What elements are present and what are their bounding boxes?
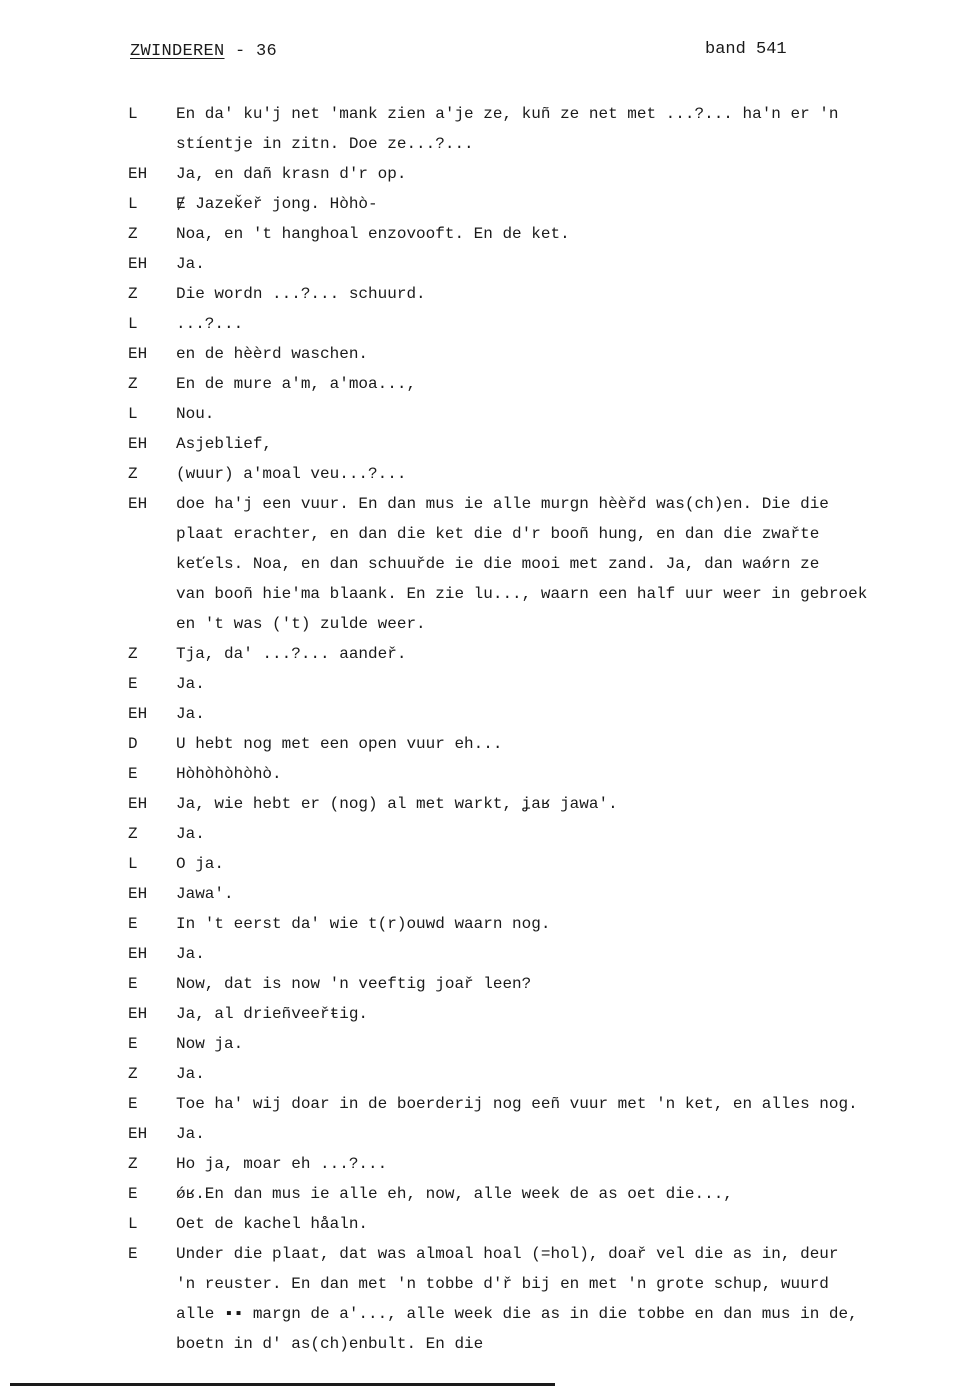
speaker-label: E	[128, 765, 138, 783]
speaker-label: E	[128, 1185, 138, 1203]
transcript-turn	[128, 1119, 963, 1149]
transcript-turn	[128, 999, 963, 1029]
utterance-line: Toe ha' wij doar in de boerderij nog eeñ vuur met 'n ket, en alles nog.	[176, 1095, 858, 1113]
speaker-label: E	[128, 1245, 138, 1263]
transcript-turn	[128, 729, 963, 759]
utterance-line: Under die plaat, dat was almoal hoal (=hol), doař vel die as in, deur	[176, 1245, 839, 1263]
utterance-line: En da' ku'j net 'mank zien a'je ze, kuñ ze net met ...?... ha'n er 'n	[176, 105, 839, 123]
utterance-line: en de hèèrd waschen.	[176, 345, 369, 363]
utterance-line: Oet de kachel håaln.	[176, 1215, 369, 1233]
utterance-line: Ho ja, moar eh ...?...	[176, 1155, 388, 1173]
utterance	[176, 339, 963, 369]
utterance	[176, 369, 963, 399]
utterance-line: keťels. Noa, en dan schuuřde ie die mooi met zand. Ja, dan waǿrn ze	[176, 555, 820, 573]
utterance-line: Tja, da' ...?... aandeř.	[176, 645, 407, 663]
speaker-label: Z	[128, 285, 138, 303]
utterance	[176, 249, 963, 279]
utterance	[176, 489, 963, 639]
utterance	[176, 429, 963, 459]
utterance-line: stíentje in zitn. Doe ze...?...	[176, 135, 474, 153]
transcript-turn	[128, 399, 963, 429]
speaker-label: E	[128, 915, 138, 933]
utterance-line: Now, dat is now 'n veeftig joař leen?	[176, 975, 532, 993]
utterance-line: En de mure a'm, a'moa...,	[176, 375, 417, 393]
transcript-turn	[128, 339, 963, 369]
transcript-turn	[128, 189, 963, 219]
utterance-line: Noa, en 't hanghoal enzovooft. En de ket.	[176, 225, 570, 243]
utterance	[176, 309, 963, 339]
speaker-label: Z	[128, 645, 138, 663]
utterance	[176, 1089, 963, 1119]
utterance-line: Ja, wie hebt er (nog) al met warkt, ʝaʁ jawa'.	[176, 795, 618, 813]
utterance	[176, 1119, 963, 1149]
utterance-line: doe ha'j een vuur. En dan mus ie alle murgn hèèřd was(ch)en. Die die	[176, 495, 829, 513]
transcript-turn	[128, 1089, 963, 1119]
transcript-turn	[128, 1029, 963, 1059]
utterance-line: Nou.	[176, 405, 215, 423]
transcript-turn	[128, 1239, 963, 1359]
transcript-turn	[128, 459, 963, 489]
utterance	[176, 189, 963, 219]
utterance	[176, 819, 963, 849]
transcript-turn	[128, 759, 963, 789]
transcript-turn	[128, 909, 963, 939]
utterance	[176, 879, 963, 909]
speaker-label: EH	[128, 705, 148, 723]
utterance	[176, 729, 963, 759]
speaker-label: EH	[128, 795, 148, 813]
utterance-line: Ja.	[176, 945, 205, 963]
speaker-label: L	[128, 105, 138, 123]
transcript-turn	[128, 669, 963, 699]
speaker-label: Z	[128, 1155, 138, 1173]
transcript-turn	[128, 429, 963, 459]
utterance	[176, 1149, 963, 1179]
transcript-turn	[128, 99, 963, 159]
utterance	[176, 759, 963, 789]
utterance	[176, 909, 963, 939]
transcript-turn	[128, 159, 963, 189]
utterance	[176, 699, 963, 729]
utterance-line: U hebt nog met een open vuur eh...	[176, 735, 503, 753]
utterance	[176, 1029, 963, 1059]
transcript	[128, 99, 963, 1359]
utterance-line: Ɇ Jazeǩeř jong. Hòhò-	[176, 195, 378, 213]
transcript-turn	[128, 219, 963, 249]
utterance	[176, 279, 963, 309]
speaker-label: E	[128, 1035, 138, 1053]
utterance	[176, 1209, 963, 1239]
speaker-label: L	[128, 315, 138, 333]
utterance	[176, 669, 963, 699]
utterance-line: en 't was ('t) zulde weer.	[176, 615, 426, 633]
utterance	[176, 159, 963, 189]
utterance	[176, 99, 963, 159]
transcript-turn	[128, 639, 963, 669]
utterance-line: Now ja.	[176, 1035, 244, 1053]
transcript-turn	[128, 699, 963, 729]
transcript-turn	[128, 309, 963, 339]
speaker-label: L	[128, 405, 138, 423]
speaker-label: EH	[128, 165, 148, 183]
utterance	[176, 219, 963, 249]
transcript-turn	[128, 249, 963, 279]
transcript-turn	[128, 1209, 963, 1239]
band-label: band 541	[705, 40, 787, 59]
utterance	[176, 459, 963, 489]
transcript-turn	[128, 879, 963, 909]
utterance-line: Jawa'.	[176, 885, 234, 903]
utterance-line: In 't eerst da' wie t(r)ouwd waarn nog.	[176, 915, 551, 933]
utterance-line: Ja.	[176, 1065, 205, 1083]
speaker-label: EH	[128, 345, 148, 363]
utterance-line: Asjeblief,	[176, 435, 273, 453]
utterance-line: (wuur) a'moal veu...?...	[176, 465, 407, 483]
utterance-line: Ja.	[176, 705, 205, 723]
transcript-turn	[128, 819, 963, 849]
utterance	[176, 639, 963, 669]
utterance	[176, 999, 963, 1029]
utterance-line: ǿʁ.En dan mus ie alle eh, now, alle week de as oet die...,	[176, 1185, 733, 1203]
utterance	[176, 399, 963, 429]
page-header-title	[130, 42, 277, 61]
utterance-line: Hòhòhòhòhò.	[176, 765, 282, 783]
transcript-turn	[128, 969, 963, 999]
utterance	[176, 969, 963, 999]
speaker-label: EH	[128, 435, 148, 453]
utterance	[176, 789, 963, 819]
speaker-label: E	[128, 1095, 138, 1113]
speaker-label: EH	[128, 1125, 148, 1143]
page-number: - 36	[224, 42, 278, 61]
speaker-label: EH	[128, 885, 148, 903]
utterance-line: 'n reuster. En dan met 'n tobbe d'ř bij en met 'n grote schup, wuurd	[176, 1275, 829, 1293]
utterance-line: Ja.	[176, 675, 205, 693]
utterance-line: boetn in d' as(ch)enbult. En die	[176, 1335, 484, 1353]
utterance-line: Ja, al drieñveeřŧig.	[176, 1005, 369, 1023]
speaker-label: L	[128, 195, 138, 213]
utterance-line: alle ▪▪ margn de a'..., alle week die as in die tobbe en dan mus in de,	[176, 1305, 858, 1323]
utterance-line: Ja, en dañ krasn d'r op.	[176, 165, 407, 183]
speaker-label: E	[128, 675, 138, 693]
speaker-label: Z	[128, 465, 138, 483]
transcript-turn	[128, 279, 963, 309]
transcript-turn	[128, 369, 963, 399]
speaker-label: L	[128, 855, 138, 873]
utterance-line: Die wordn ...?... schuurd.	[176, 285, 426, 303]
utterance-line: Ja.	[176, 1125, 205, 1143]
speaker-label: EH	[128, 945, 148, 963]
transcript-turn	[128, 1179, 963, 1209]
utterance	[176, 1179, 963, 1209]
utterance	[176, 1059, 963, 1089]
speaker-label: Z	[128, 825, 138, 843]
utterance	[176, 939, 963, 969]
transcript-turn	[128, 1149, 963, 1179]
utterance-line: ...?...	[176, 315, 244, 333]
utterance	[176, 849, 963, 879]
bottom-divider	[10, 1383, 555, 1386]
utterance-line: O ja.	[176, 855, 225, 873]
utterance-line: Ja.	[176, 255, 205, 273]
speaker-label: EH	[128, 1005, 148, 1023]
transcript-turn	[128, 489, 963, 639]
transcript-turn	[128, 789, 963, 819]
speaker-label: L	[128, 1215, 138, 1233]
transcript-turn	[128, 1059, 963, 1089]
speaker-label: Z	[128, 225, 138, 243]
speaker-label: D	[128, 735, 138, 753]
utterance-line: plaat erachter, en dan die ket die d'r booñ hung, en dan die zwařte	[176, 525, 820, 543]
speaker-label: Z	[128, 1065, 138, 1083]
utterance-line: Ja.	[176, 825, 205, 843]
transcript-turn	[128, 939, 963, 969]
speaker-label: EH	[128, 255, 148, 273]
utterance-line: van booñ hie'ma blaank. En zie lu..., waarn een half uur weer in gebroek	[176, 585, 868, 603]
speaker-label: Z	[128, 375, 138, 393]
utterance	[176, 1239, 963, 1359]
document-title: ZWINDEREN	[130, 42, 225, 61]
speaker-label: EH	[128, 495, 148, 513]
transcript-turn	[128, 849, 963, 879]
speaker-label: E	[128, 975, 138, 993]
